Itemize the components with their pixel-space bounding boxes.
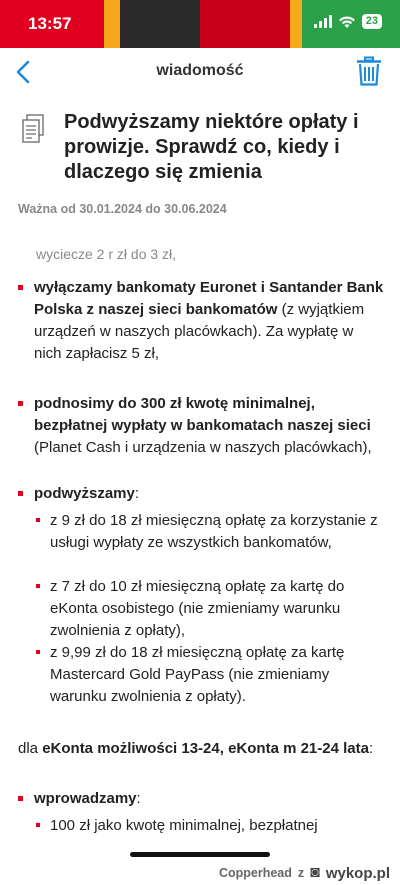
- sub-list-item: 100 zł jako kwotę minimalnej, bezpłatnej: [50, 817, 318, 834]
- trash-icon[interactable]: [356, 56, 382, 86]
- paragraph-prefix: dla: [18, 740, 43, 757]
- top-nav: [0, 48, 400, 96]
- status-icons: [314, 14, 382, 29]
- watermark-author: Copperhead: [218, 866, 292, 880]
- status-time: 13:57: [28, 14, 72, 33]
- item-bold-text: wprowadzamy: [34, 790, 137, 807]
- watermark-site: wykop.pl: [325, 864, 390, 882]
- list-item: [34, 788, 384, 810]
- item-text: :: [136, 790, 141, 807]
- validity-dates: Ważna od 30.01.2024 do 30.06.2024: [18, 202, 227, 216]
- paragraph-bold: eKonta możliwości 13-24, eKonta m 21-24 lata: [42, 740, 369, 757]
- paragraph-suffix: :: [368, 740, 374, 757]
- clipped-text-line: wyciecze 2 r zł do 3 zł,: [36, 246, 177, 262]
- sub-bullet-marker: [36, 518, 40, 522]
- item-bold-text: wyłączamy bankomaty Euronet i Santander Bank Polska z naszej sieci bankomatów: [34, 279, 384, 318]
- item-bold-text: podwyższamy: [34, 485, 135, 502]
- nav-title: wiadomość: [156, 62, 244, 79]
- watermark: [219, 864, 390, 882]
- bullet-marker: [18, 401, 23, 406]
- sub-list-item: z 7 zł do 10 zł miesięczną opłatę za kartę do eKonta osobistego (nie zmieniamy warunku zwolnienia z opłaty),: [50, 578, 345, 639]
- sub-bullet-marker: [36, 650, 40, 654]
- item-text: (z wyjątkiem urządzeń w naszych placówkach). Za wypłatę w nich zapłacisz 5 zł,: [34, 301, 365, 362]
- sub-bullet-marker: [36, 584, 40, 588]
- signal-icon: [314, 15, 332, 28]
- item-text: :: [134, 485, 140, 502]
- stripe: [200, 0, 290, 48]
- watermark-suffix: z: [297, 866, 305, 880]
- stripe: [120, 0, 200, 48]
- paragraph: [18, 738, 378, 760]
- item-bold-text: podnosimy do 300 zł kwotę minimalnej, bezpłatnej wypłaty w bankomatach naszej sieci: [34, 395, 371, 434]
- bullet-marker: [18, 491, 23, 496]
- stripe: [290, 0, 302, 48]
- sub-list-item: z 9 zł do 18 zł miesięczną opłatę za korzystanie z usługi wypłaty ze wszystkich bankomatów,: [50, 512, 378, 551]
- message-body: [0, 246, 400, 845]
- bullet-marker: [18, 796, 23, 801]
- stripe: [104, 0, 120, 48]
- battery-indicator: 23: [362, 14, 382, 29]
- home-indicator[interactable]: [130, 852, 270, 857]
- sub-bullet-marker: [36, 823, 40, 827]
- wykop-logo-icon: ◙: [310, 864, 320, 881]
- sub-list-item: z 9,99 zł do 18 zł miesięczną opłatę za kartę Mastercard Gold PayPass (nie zmieniamy warunku zwolnienia z opłaty).: [50, 644, 345, 705]
- list-item: [34, 393, 384, 459]
- documents-icon: [20, 114, 46, 144]
- wifi-icon: [338, 15, 356, 29]
- item-text: (Planet Cash i urządzenia w naszych placówkach),: [34, 439, 372, 456]
- list-item: [34, 483, 384, 505]
- bullet-marker: [18, 285, 23, 290]
- list-item: [34, 277, 384, 365]
- message-title: Podwyższamy niektóre opłaty i prowizje. Sprawdź co, kiedy i dlaczego się zmienia: [64, 111, 359, 183]
